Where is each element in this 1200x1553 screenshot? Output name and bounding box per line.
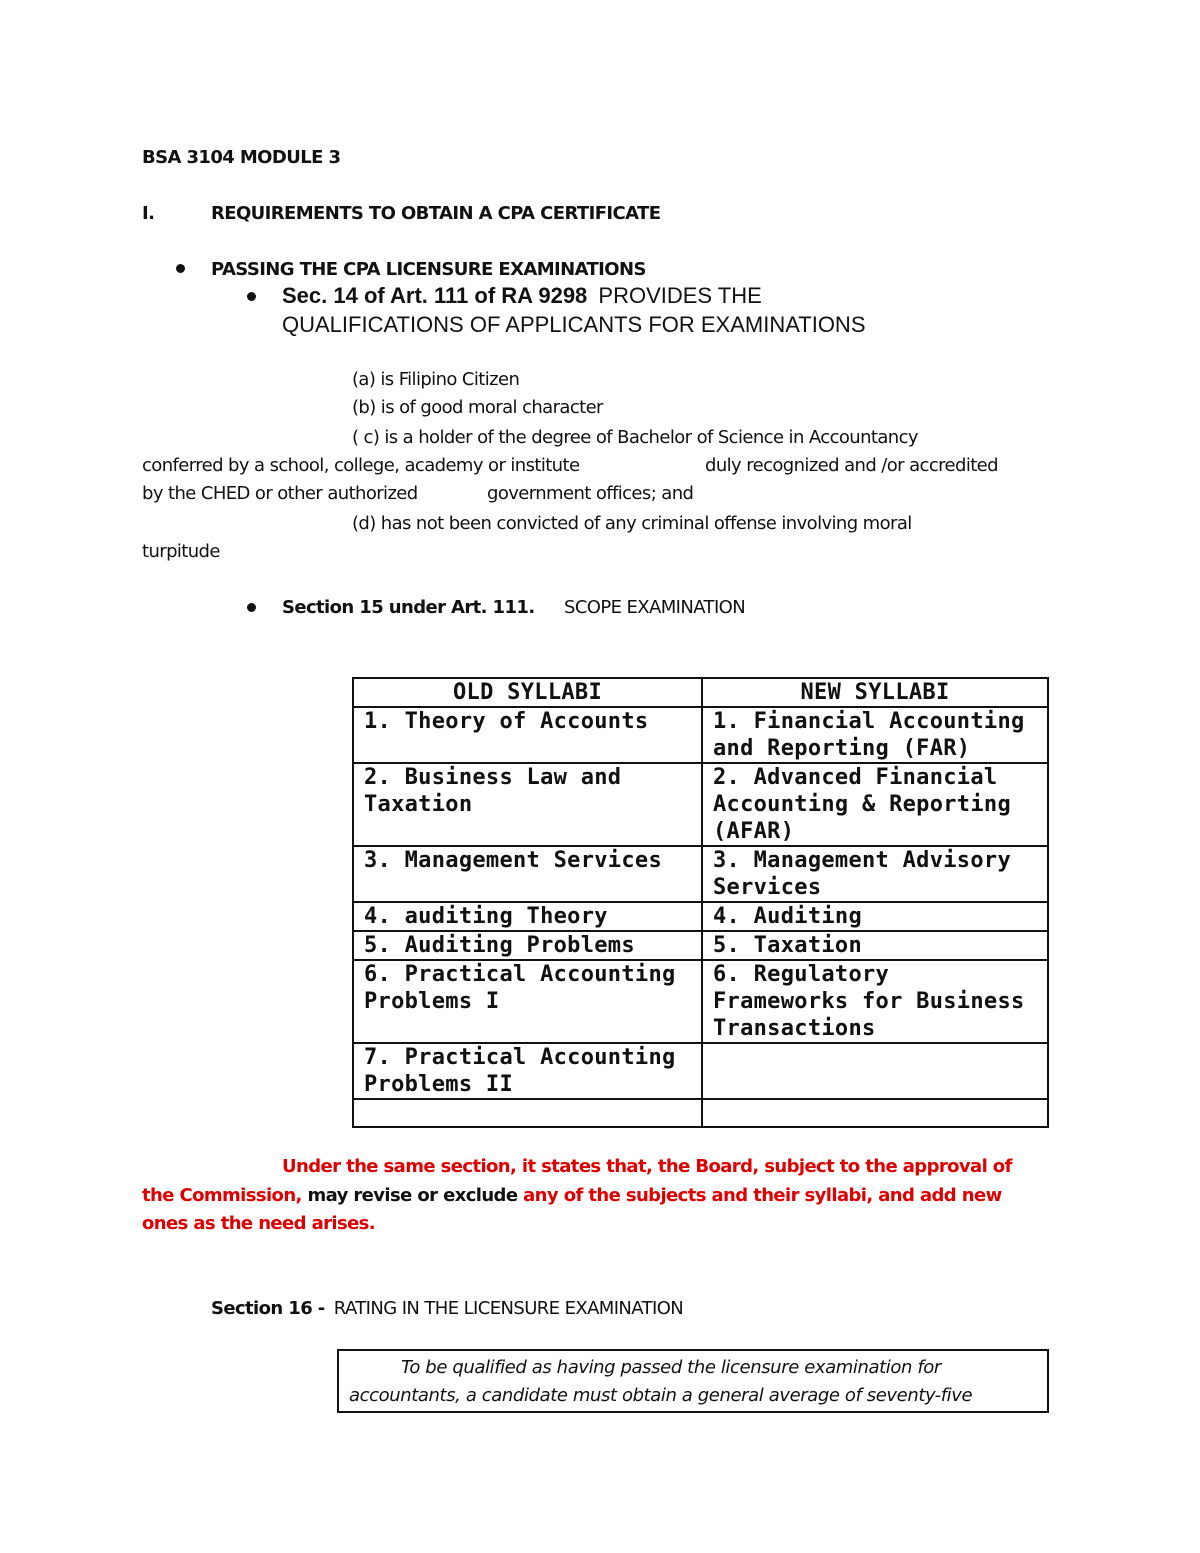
sec14-heading (282, 283, 762, 309)
table-cell-new (702, 1099, 1048, 1127)
section16-title: RATING IN THE LICENSURE EXAMINATION (333, 1298, 684, 1319)
bullet-icon (176, 264, 185, 273)
table-cell-new: 2. Advanced Financial Accounting & Reporting (AFAR) (702, 763, 1048, 846)
section15-title: SCOPE EXAMINATION (564, 597, 746, 618)
table-cell-old: 6. Practical Accounting Problems I (353, 960, 702, 1043)
table-cell-old: 5. Auditing Problems (353, 931, 702, 960)
sec14-provides: PROVIDES THE (598, 283, 762, 308)
table-cell-old: 7. Practical Accounting Problems II (353, 1043, 702, 1099)
note-line3: ones as the need arises. (142, 1213, 376, 1234)
table-row (353, 707, 1048, 763)
note-line2-red2: any of the subjects and their syllabi, and add new (523, 1185, 1002, 1206)
sec14-citation: Sec. 14 of Art. 111 of RA 9298 (282, 283, 588, 308)
qualification-c-line2b: duly recognized and /or accredited (705, 455, 998, 476)
table-cell-new: 1. Financial Accounting and Reporting (FAR) (702, 707, 1048, 763)
table-cell-new (702, 1043, 1048, 1099)
sec14-qualifications: QUALIFICATIONS OF APPLICANTS FOR EXAMINATIONS (282, 312, 866, 337)
table-cell-new: 3. Management Advisory Services (702, 846, 1048, 902)
table-cell-old: 2. Business Law and Taxation (353, 763, 702, 846)
table-cell-old: 4. auditing Theory (353, 902, 702, 931)
qualification-c: ( c) is a holder of the degree of Bachelor of Science in Accountancy (352, 427, 918, 448)
table-cell-new: 5. Taxation (702, 931, 1048, 960)
table-row (353, 1043, 1048, 1099)
table-cell-new: 6. Regulatory Frameworks for Business Transactions (702, 960, 1048, 1043)
qualification-d-line2: turpitude (142, 541, 220, 562)
note-line2 (142, 1185, 1002, 1206)
section-numeral: I. (142, 203, 155, 224)
table-row (353, 1099, 1048, 1127)
table-row (353, 931, 1048, 960)
table-row (353, 902, 1048, 931)
section16-box-line2: accountants, a candidate must obtain a general average of seventy-five (349, 1385, 973, 1406)
table-cell-old: 1. Theory of Accounts (353, 707, 702, 763)
table-row (353, 763, 1048, 846)
table-header-row (353, 678, 1048, 707)
qualification-c-line3b: government offices; and (487, 483, 694, 504)
section16-box-line1: To be qualified as having passed the licensure examination for (401, 1357, 941, 1378)
section16-label: Section 16 - (211, 1298, 325, 1319)
table-header-new: NEW SYLLABI (702, 678, 1048, 707)
syllabi-table (352, 677, 1049, 1128)
passing-exam-heading: PASSING THE CPA LICENSURE EXAMINATIONS (211, 259, 646, 280)
section16-textbox (337, 1349, 1049, 1413)
table-header-old: OLD SYLLABI (353, 678, 702, 707)
note-line2-red: the Commission, (142, 1185, 302, 1206)
table-cell-old (353, 1099, 702, 1127)
section-title: REQUIREMENTS TO OBTAIN A CPA CERTIFICATE (211, 203, 661, 224)
table-cell-old: 3. Management Services (353, 846, 702, 902)
table-row (353, 846, 1048, 902)
qualification-c-line2a: conferred by a school, college, academy or institute (142, 455, 580, 476)
bullet-icon (247, 292, 256, 301)
table-row (353, 960, 1048, 1043)
note-line2-black: may revise or exclude (307, 1185, 518, 1206)
qualification-c-line3a: by the CHED or other authorized (142, 483, 418, 504)
section16-heading (211, 1298, 683, 1319)
table-cell-new: 4. Auditing (702, 902, 1048, 931)
module-title: BSA 3104 MODULE 3 (142, 147, 341, 168)
note-line1: Under the same section, it states that, the Board, subject to the approval of (282, 1156, 1012, 1177)
qualification-a: (a) is Filipino Citizen (352, 369, 520, 390)
bullet-icon (247, 603, 256, 612)
qualification-b: (b) is of good moral character (352, 397, 603, 418)
section15-label: Section 15 under Art. 111. (282, 597, 535, 618)
qualification-d: (d) has not been convicted of any criminal offense involving moral (352, 513, 912, 534)
